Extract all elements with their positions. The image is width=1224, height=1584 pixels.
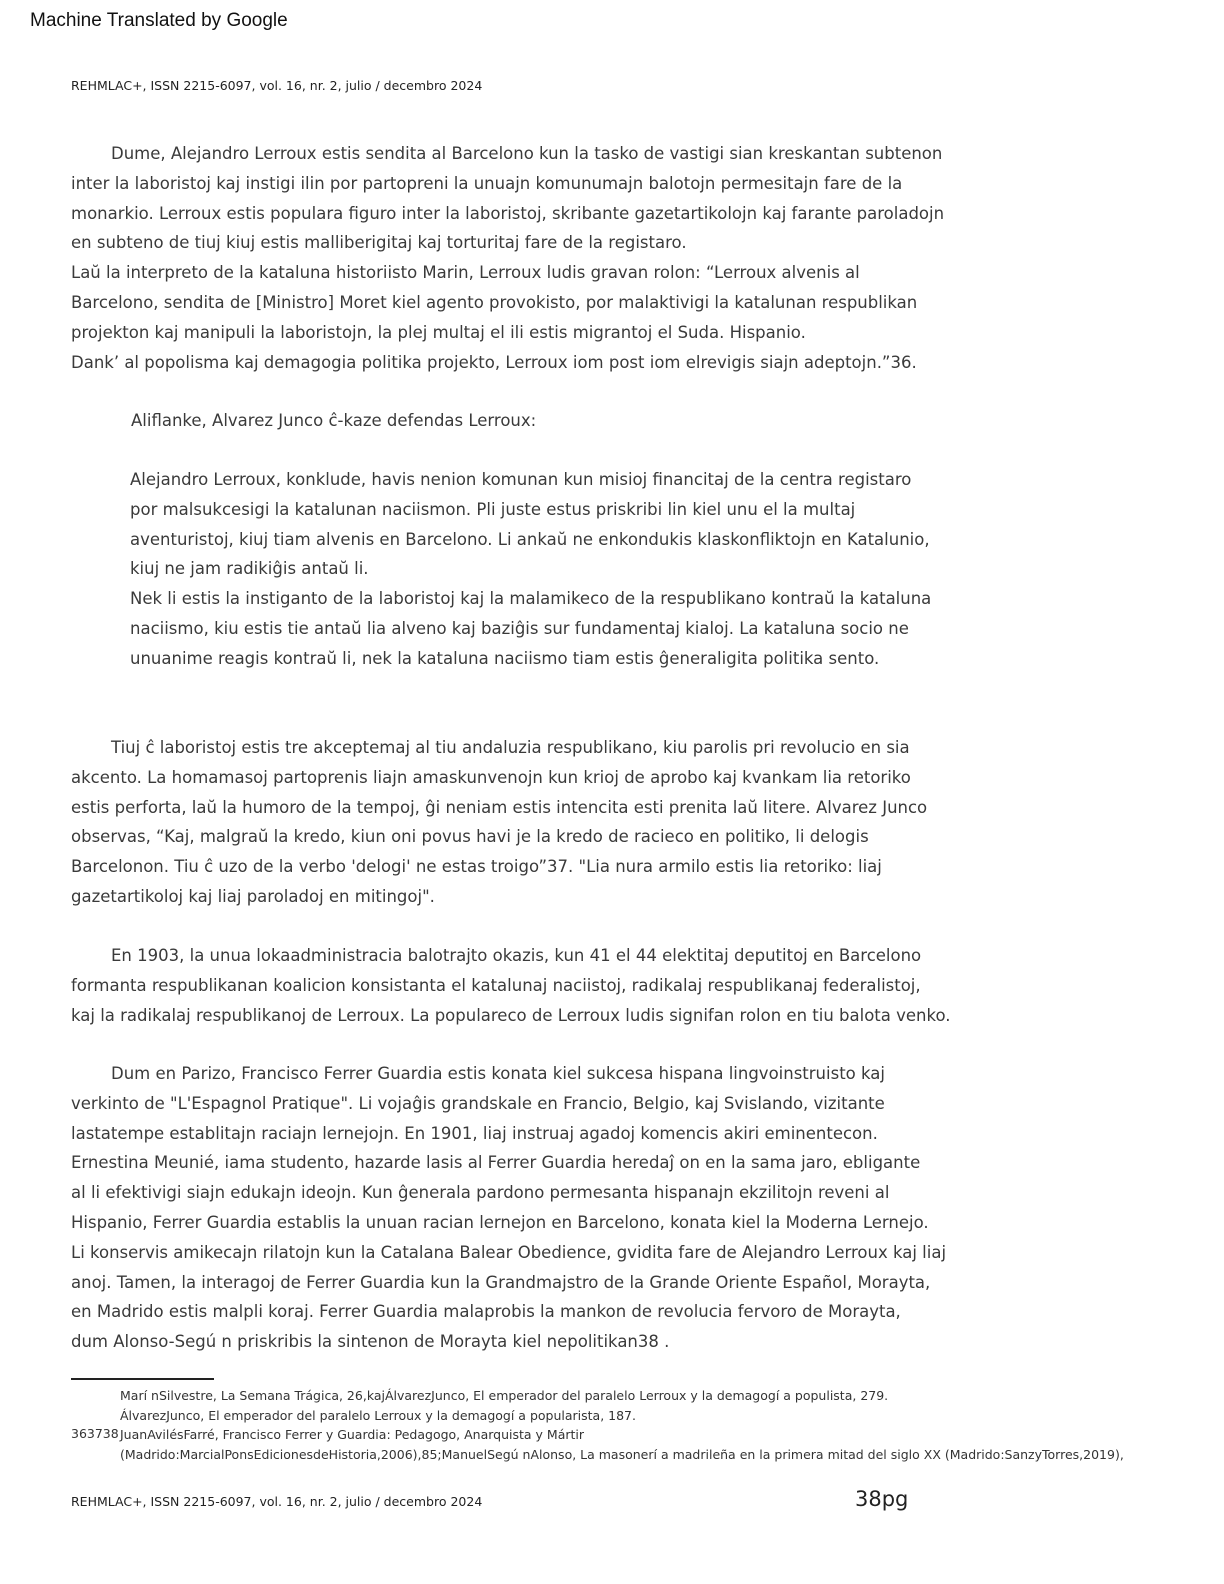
footnote-37: ÁlvarezJunco, El emperador del paralelo Lerroux y la demagogí a popularista, 187. [120,1407,636,1423]
text-line: Nek li estis la instiganto de la laboristoj kaj la malamikeco de la respublikano kontraŭ la kataluna [130,589,932,609]
footnote-divider [71,1378,214,1380]
text-line: Barcelono, sendita de [Ministro] Moret kiel agento provokisto, por malaktivigi la katalunan respublikan [71,292,918,312]
machine-translation-banner: Machine Translated by Google [30,10,288,31]
text-line: Dank’ al popolisma kaj demagogia politika projekto, Lerroux iom post iom elrevigis siajn adeptojn.”36. [71,352,917,372]
text-line: monarkio. Lerroux estis populara figuro inter la laboristoj, skribante gazetartikolojn kaj farante paroladojn [71,203,945,223]
text-line: En 1903, la unua lokaadministracia balotrajto okazis, kun 41 el 44 elektitaj deputitoj en Barcelono [111,946,922,965]
text-line: estis perforta, laŭ la humoro de la tempoj, ĝi neniam estis intencita esti prenita laŭ litere. Alvarez Junco [71,797,928,817]
footnote-numbers: 363738 [71,1426,119,1441]
paragraph-1 [71,139,944,377]
footnote-36: Marí nSilvestre, La Semana Trágica, 26,kajÁlvarezJunco, El emperador del paralelo Lerroux y la demagogí a populista, 279. [120,1388,889,1403]
text-line: en subteno de tiuj kiuj estis malliberigitaj kaj torturitaj fare de la registaro. [71,233,687,253]
footnote-38-continued: (Madrido:MarcialPonsEdicionesdeHistoria,2006),85;ManuelSegú nAlonso, La masonerí a madrileña en la primera mitad del siglo XX (Madrido:SanzyTorres,2019), [120,1446,1124,1462]
text-line: dum Alonso-Segú n priskribis la sintenon de Morayta kiel nepolitikan38 . [71,1332,670,1352]
block-quote [130,465,931,674]
running-header: REHMLAC+, ISSN 2215-6097, vol. 16, nr. 2, julio / decembro 2024 [71,78,483,93]
text-line: Dum en Parizo, Francisco Ferrer Guardia estis konata kiel sukcesa hispana lingvoinstruisto kaj [111,1064,885,1083]
text-line: lastatempe establitajn raciajn lernejojn. En 1901, liaj instruaj agadoj komencis akiri eminentecon. [71,1123,878,1143]
text-line: por malsukcesigi la katalunan naciismon. Pli juste estus priskribi lin kiel unu el la multaj [130,499,856,519]
text-line: gazetartikoloj kaj liaj paroladoj en mitingoj". [71,886,435,906]
text-line: akcento. La homamasoj partoprenis liajn amaskunvenojn kun krioj de aprobo kaj kvankam lia retoriko [71,767,911,787]
footnote-38: JuanAvilésFarré, Francisco Ferrer y Guardia: Pedagogo, Anarquista y Mártir [120,1427,585,1442]
text-line: Aliflanke, Alvarez Junco ĉ-kaze defendas Lerroux: [131,411,537,430]
text-line: inter la laboristoj kaj instigi ilin por partopreni la unuajn komunumajn balotojn permesitajn fare de la [71,173,903,193]
text-line: Laŭ la interpreto de la kataluna historiisto Marin, Lerroux ludis gravan rolon: “Lerroux alvenis al [71,263,860,283]
text-line: Li konservis amikecajn rilatojn kun la Catalana Balear Obedience, gvidita fare de Alejandro Lerroux kaj liaj [71,1242,947,1262]
text-line: unuanime reagis kontraŭ li, nek la kataluna naciismo tiam estis ĝeneraligita politika sento. [130,648,880,668]
text-line: Ernestina Meunié, iama studento, hazarde lasis al Ferrer Guardia heredaĵ on en la sama jaro, ebligante [71,1153,921,1173]
text-line: formanta respublikanan koalicion konsistanta el katalunaj naciistoj, radikalaj respublikanaj federalistoj, [71,975,921,995]
text-line: Dume, Alejandro Lerroux estis sendita al Barcelono kun la tasko de vastigi sian kreskantan subtenon [111,144,943,163]
quote-intro [131,406,536,436]
paragraph-3 [71,941,951,1030]
text-line: observas, “Kaj, malgraŭ la kredo, kiun oni povus havi je la kredo de racieco en politiko, li delogis [71,827,869,847]
running-footer: REHMLAC+, ISSN 2215-6097, vol. 16, nr. 2, julio / decembro 2024 [71,1494,483,1509]
text-line: Hispanio, Ferrer Guardia establis la unuan racian lernejon en Barcelono, konata kiel la Moderna Lernejo. [71,1212,929,1232]
text-line: Alejandro Lerroux, konklude, havis nenion komunan kun misioj financitaj de la centra registaro [130,470,912,489]
text-line: aventuristoj, kiuj tiam alvenis en Barcelono. Li ankaŭ ne enkondukis klaskonfliktojn en Katalunio, [130,529,930,549]
text-line: kiuj ne jam radikiĝis antaŭ li. [130,559,369,579]
text-line: verkinto de "L'Espagnol Pratique". Li vojaĝis grandskale en Francio, Belgio, kaj Svislando, vizitante [71,1093,885,1113]
text-line: en Madrido estis malpli koraj. Ferrer Guardia malaprobis la mankon de revolucia fervoro de Morayta, [71,1302,901,1322]
text-line: Barcelonon. Tiu ĉ uzo de la verbo 'delogi' ne estas troigo”37. "Lia nura armilo estis lia retoriko: liaj [71,857,882,877]
text-line: kaj la radikalaj respublikanoj de Lerroux. La populareco de Lerroux ludis signifan rolon en tiu balota venko. [71,1005,951,1025]
text-line: anoj. Tamen, la interagoj de Ferrer Guardia kun la Grandmajstro de la Grande Oriente Español, Morayta, [71,1272,931,1292]
text-line: naciismo, kiu estis tie antaŭ lia alveno kaj baziĝis sur fundamentaj kialoj. La kataluna socio ne [130,618,909,638]
text-line: projekton kaj manipuli la laboristojn, la plej multaj el ili estis migrantoj el Suda. Hispanio. [71,322,806,342]
footnotes [71,1386,1124,1464]
paragraph-2 [71,733,927,912]
page-number: 38pg [855,1487,909,1511]
text-line: Tiuj ĉ laboristoj estis tre akceptemaj al tiu andaluzia respublikano, kiu parolis pri revolucio en sia [111,738,910,757]
paragraph-4 [71,1059,946,1357]
text-line: al li efektivigi siajn edukajn ideojn. Kun ĝenerala pardono permesanta hispanajn ekzilitojn reveni al [71,1183,890,1203]
